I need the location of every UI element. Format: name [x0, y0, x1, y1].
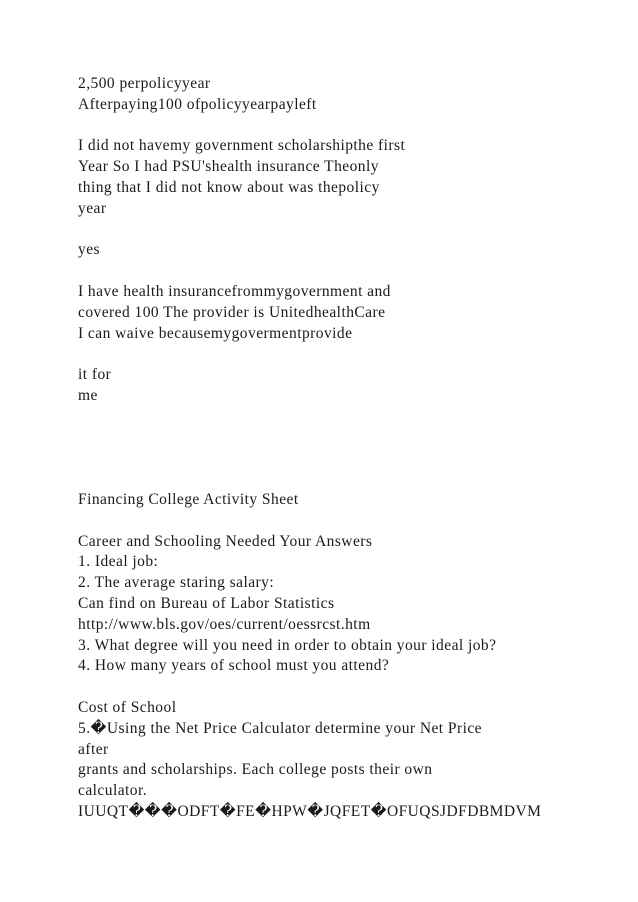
text-line: 2,500 perpolicyyear [78, 75, 211, 92]
section-heading: Cost of School [78, 698, 177, 716]
scholarship-note [78, 136, 628, 219]
text-line: me [78, 386, 98, 404]
answer-yes [78, 240, 628, 261]
question-2: 2. The average staring salary: [78, 574, 275, 592]
text-line: Financing College Activity Sheet [78, 490, 299, 508]
text-line: I did not havemy government scholarshipthe first [78, 137, 406, 155]
question-4: 4. How many years of school must you attend? [78, 657, 390, 675]
text-line: Can find on Bureau of Labor Statistics [78, 594, 335, 612]
waiver-note [78, 365, 628, 407]
text-line: thing that I did not know about was thepolicy [78, 178, 380, 196]
text-line: grants and scholarships. Each college posts their own [78, 761, 433, 779]
bls-url: http://www.bls.gov/oes/current/oessrcst.htm [78, 615, 371, 633]
garbled-url: IUUQT���ODFT�FE�HPW�JQFET�OFUQSJDFDBMDVM [78, 802, 542, 820]
policy-cost-note [78, 74, 628, 116]
text-line: covered 100 The provider is UnitedhealthCare [78, 303, 386, 321]
insurance-note [78, 282, 628, 344]
text-line: it for [78, 366, 112, 384]
text-line: year [78, 199, 107, 217]
text-line: Afterpaying100 ofpolicyyearpayleft [78, 95, 317, 113]
sheet-title [78, 490, 628, 511]
text-line: Year So I had PSU'shealth insurance Theonly [78, 158, 379, 176]
career-section [78, 532, 628, 678]
question-5: 5.�Using the Net Price Calculator determine your Net Price [78, 719, 482, 737]
cost-section [78, 698, 628, 823]
question-1: 1. Ideal job: [78, 553, 159, 571]
text-line: after [78, 740, 109, 758]
question-3: 3. What degree will you need in order to obtain your ideal job? [78, 636, 497, 654]
document-page [78, 74, 628, 823]
text-line: I have health insurancefrommygovernment and [78, 282, 391, 300]
section-heading: Career and Schooling Needed Your Answers [78, 532, 373, 550]
text-line: calculator. [78, 782, 148, 800]
text-line: I can waive becausemygovermentprovide [78, 324, 353, 342]
text-line: yes [78, 241, 101, 259]
